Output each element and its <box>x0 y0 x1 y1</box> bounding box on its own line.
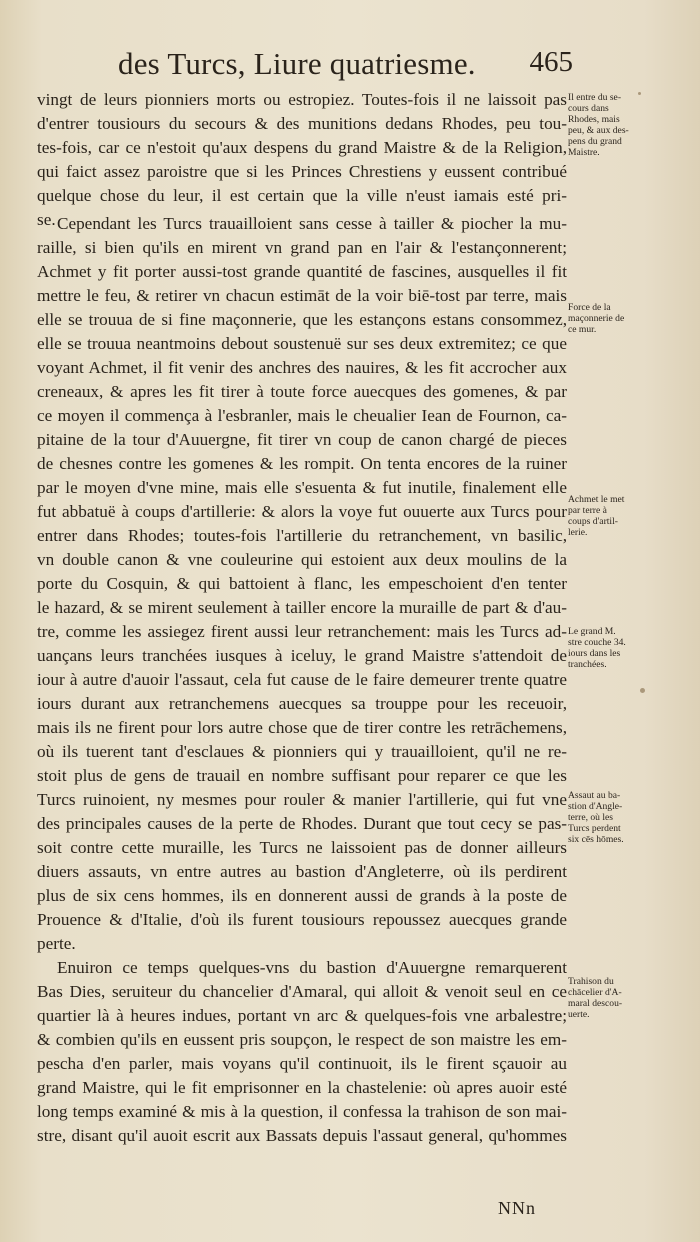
text-line: uançans leurs tranchées iusques à iceluy, le grand Maistre s'attendoit de <box>37 646 567 665</box>
margin-note-line: lerie. <box>568 527 588 538</box>
text-line: ce moyen il commença à l'esbranler, mais le cheualier Iean de Fournon, ca- <box>37 406 567 425</box>
margin-note-line: Achmet le met <box>568 494 625 505</box>
margin-note-line: Force de la <box>568 302 611 313</box>
margin-note-line: terre, où les <box>568 812 614 823</box>
text-line: iours durant aux retranchemens auecques sa trouppe pour les receuoir, <box>37 694 567 713</box>
text-line: stoit plus de gens de trauail en nombre suffisant pour reparer ce que les <box>37 766 567 785</box>
margin-note-line: iours dans les <box>568 648 621 659</box>
margin-note-line: Maistre. <box>568 147 600 158</box>
margin-note-line: Le grand M. <box>568 626 616 637</box>
signature-mark: NNn <box>498 1198 536 1218</box>
margin-note <box>568 790 644 845</box>
text-line: mais ils ne firent pour lors autre chose que de tirer contre les retrāchemens, <box>37 718 567 737</box>
text-line: perte. <box>37 934 76 953</box>
text-line: stre, disant qu'il auoit escrit aux Bassats depuis l'assaut general, qu'hommes <box>37 1126 567 1145</box>
paragraph-first-line: Cependant les Turcs trauailloient sans cesse à tailler & piocher la mu- <box>57 214 567 233</box>
text-line: vingt de leurs pionniers morts ou estropiez. Toutes-fois il ne laissoit pas <box>37 90 567 109</box>
text-line: où ils tuerent tant d'esclaues & pionniers qui y trauailloient, qu'il ne re- <box>37 742 567 761</box>
ink-spot <box>640 688 645 693</box>
margin-note-line: stre couche 34. <box>568 637 626 648</box>
text-line: vn double canon & vne couleurine qui estoient aux deux moulins de la <box>37 550 567 569</box>
running-title: des Turcs, Liure quatriesme. <box>118 46 476 81</box>
text-line: par le moyen d'vne mine, mais elle s'esuenta & fut inutile, finalement elle <box>37 478 567 497</box>
text-line: des principales causes de la perte de Rhodes. Durant que tout cecy se pas- <box>37 814 567 833</box>
margin-note-line: tranchées. <box>568 659 607 670</box>
text-line: iour à autre d'auoir l'assaut, cela fut cause de le faire demeurer trente quatre <box>37 670 567 689</box>
margin-note-line: maçonnerie de <box>568 313 625 324</box>
margin-note-line: peu, & aux des- <box>568 125 629 136</box>
page-header <box>118 46 573 86</box>
margin-note <box>568 302 644 335</box>
margin-note-line: pens du grand <box>568 136 622 147</box>
margin-note-line: uerte. <box>568 1009 590 1020</box>
text-line: & combien qu'ils en eussent pris soupçon, le respect de son maistre les em- <box>37 1030 567 1049</box>
paragraph-first-line: Enuiron ce temps quelques-vns du bastion d'Auuergne remarquerent <box>57 958 567 977</box>
margin-note-line: Turcs perdent <box>568 823 621 834</box>
text-line: quartier là à heures indues, portant vn arc & quelques-fois vne arbalestre; <box>37 1006 567 1025</box>
margin-note-line: par terre à <box>568 505 607 516</box>
text-line: quelque chose du leur, il est certain que la ville n'eust iamais esté pri- <box>37 186 567 205</box>
margin-note-line: maral descou- <box>568 998 623 1009</box>
text-line: grand Maistre, qui le fit emprisonner en la chastelenie: où apres auoir esté <box>37 1078 567 1097</box>
text-line: elle se trouua de si fine maçonnerie, que les estançons estans consommez, <box>37 310 567 329</box>
text-line: soit contre cette muraille, les Turcs ne laissoient pas de donner ailleurs <box>37 838 567 857</box>
margin-note <box>568 494 644 538</box>
text-line: fut abbatuë à coups d'artillerie: & alors la voye fut ouuerte aux Turcs pour <box>37 502 567 521</box>
text-line: raille, si bien qu'ils en mirent vn grand pan en l'air & l'estançonnerent; <box>37 238 567 257</box>
text-line: diuers assauts, vn entre autres au bastion d'Angleterre, où ils perdirent <box>37 862 567 881</box>
text-line: creneaux, & apres les fit tirer à toute force auecques des gomenes, & par <box>37 382 567 401</box>
text-line: pescha d'en parler, mais voyans qu'il continuoit, ils le firent sçauoir au <box>37 1054 567 1073</box>
page-number: 465 <box>529 46 573 78</box>
margin-note-line: stion d'Angle- <box>568 801 623 812</box>
margin-note <box>568 626 644 670</box>
text-line: tre, comme les assiegez firent aussi leur retranchement: mais les Turcs ad- <box>37 622 567 641</box>
margin-note-line: chācelier d'A- <box>568 987 622 998</box>
text-line: qui faict assez paroistre que si les Princes Chrestiens y eussent contribué <box>37 162 567 181</box>
margin-note <box>568 92 644 158</box>
text-line: se. <box>37 210 56 229</box>
margin-note-line: Il entre du se- <box>568 92 622 103</box>
text-line: de chesnes contre les gomenes & les rompit. On tenta encores de la ruiner <box>37 454 567 473</box>
text-line: mettre le feu, & retirer vn chacun estimāt de la voir biē-tost par terre, mais <box>37 286 567 305</box>
margin-note-line: ce mur. <box>568 324 597 335</box>
ink-spot <box>638 92 641 95</box>
text-line: entrer dans Rhodes; toutes-fois l'artillerie du retranchement, vn basilic, <box>37 526 567 545</box>
text-line: elle se trouua neantmoins debout soustenuë sur ses deux extremitez; ce que <box>37 334 567 353</box>
text-line: Achmet y fit porter aussi-tost grande quantité de fascines, ausquelles il fit <box>37 262 567 281</box>
text-line: plus de six cens hommes, ils en donnerent aussi de grands à la poste de <box>37 886 567 905</box>
text-line: le hazard, & se mirent seulement à tailler encore la muraille de part & d'au- <box>37 598 567 617</box>
margin-note-line: Trahison du <box>568 976 614 987</box>
text-line: d'entrer tousiours du secours & des munitions dedans Rhodes, peu tou- <box>37 114 567 133</box>
text-line: Bas Dies, seruiteur du chancelier d'Amaral, qui alloit & venoit seul en ce <box>37 982 567 1001</box>
text-line: voyant Achmet, il fit venir des anchres des nauires, & les fit accrocher aux <box>37 358 567 377</box>
margin-note-line: cours dans <box>568 103 609 114</box>
margin-note-line: coups d'artil- <box>568 516 618 527</box>
margin-note <box>568 976 644 1020</box>
margin-note-line: six cēs hōmes. <box>568 834 624 845</box>
margin-note-line: Assaut au ba- <box>568 790 621 801</box>
text-line: pitaine de la tour d'Auuergne, fit tirer vn coup de canon chargé de pieces <box>37 430 567 449</box>
text-line: tes-fois, car ce n'estoit qu'aux despens du grand Maistre & de la Religion, <box>37 138 567 157</box>
text-line: Turcs ruinoient, ny mesmes pour rouler & manier l'artillerie, qui fut vne <box>37 790 567 809</box>
margin-note-line: Rhodes, mais <box>568 114 620 125</box>
text-line: long temps examiné & mis à la question, il confessa la trahison de son mai- <box>37 1102 567 1121</box>
text-line: Prouence & d'Italie, d'où ils furent tousiours repoussez auecques grande <box>37 910 567 929</box>
text-line: porte du Cosquin, & qui battoient à flanc, les empeschoient d'en tenter <box>37 574 567 593</box>
